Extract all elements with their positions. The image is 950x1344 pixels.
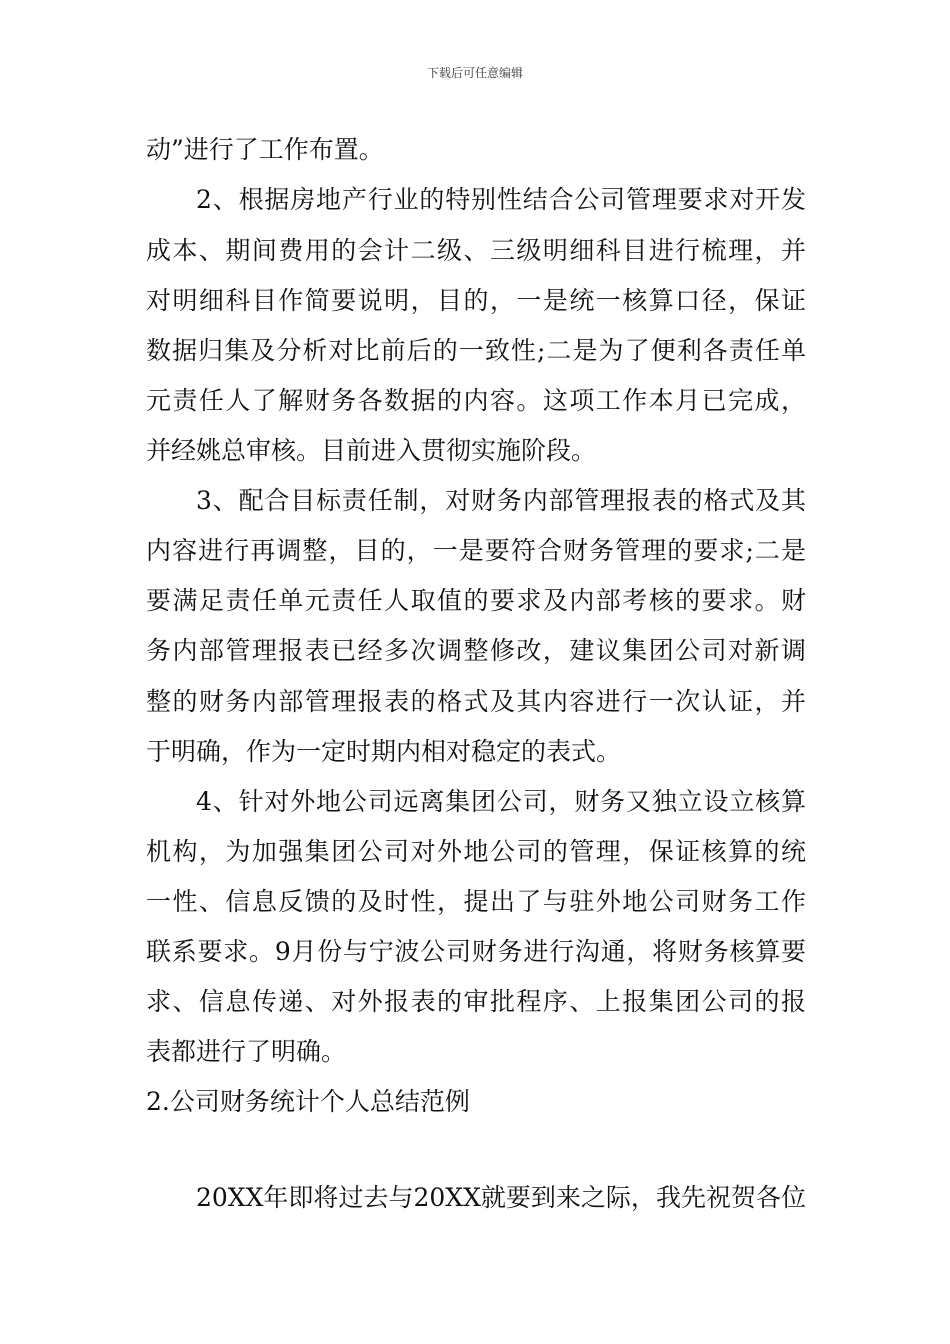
paragraph-line: 20XX年即将过去与20XX就要到来之际，我先祝贺各位 [196,1183,806,1212]
section-heading: 2.公司财务统计个人总结范例 [146,1087,470,1116]
paragraph-line: 整的财务内部管理报表的格式及其内容进行一次认证，并 [146,687,806,716]
paragraph-line: 求、信息传递、对外报表的审批程序、上报集团公司的报 [146,987,806,1016]
paragraph-line: 表都进行了明确。 [146,1037,347,1066]
paragraph-line: 动”进行了工作布置。 [146,135,384,164]
paragraph-line: 一性、信息反馈的及时性，提出了与驻外地公司财务工作 [146,887,806,916]
paragraph-line: 3、配合目标责任制，对财务内部管理报表的格式及其 [196,486,806,515]
paragraph-line: 联系要求。9月份与宁波公司财务进行沟通，将财务核算要 [146,937,806,966]
paragraph-line: 机构，为加强集团公司对外地公司的管理，保证核算的统 [146,837,806,866]
paragraph-line: 并经姚总审核。目前进入贯彻实施阶段。 [146,436,597,465]
paragraph-line: 数据归集及分析对比前后的一致性;二是为了便利各责任单 [146,336,806,365]
page-header: 下载后可任意编辑 [426,66,523,80]
paragraph-line: 务内部管理报表已经多次调整修改，建议集团公司对新调 [146,636,806,665]
paragraph-line: 要满足责任单元责任人取值的要求及内部考核的要求。财 [146,586,806,615]
paragraph-line: 对明细科目作简要说明，目的，一是统一核算口径，保证 [146,286,806,315]
paragraph-line: 成本、期间费用的会计二级、三级明细科目进行梳理，并 [146,236,806,265]
paragraph-line: 4、针对外地公司远离集团公司，财务又独立设立核算 [196,787,806,816]
paragraph-line: 内容进行再调整，目的，一是要符合财务管理的要求;二是 [146,536,806,565]
paragraph-line: 元责任人了解财务各数据的内容。这项工作本月已完成， [146,386,806,415]
paragraph-line: 2、根据房地产行业的特别性结合公司管理要求对开发 [196,185,806,214]
paragraph-line: 于明确，作为一定时期内相对稳定的表式。 [146,737,622,766]
